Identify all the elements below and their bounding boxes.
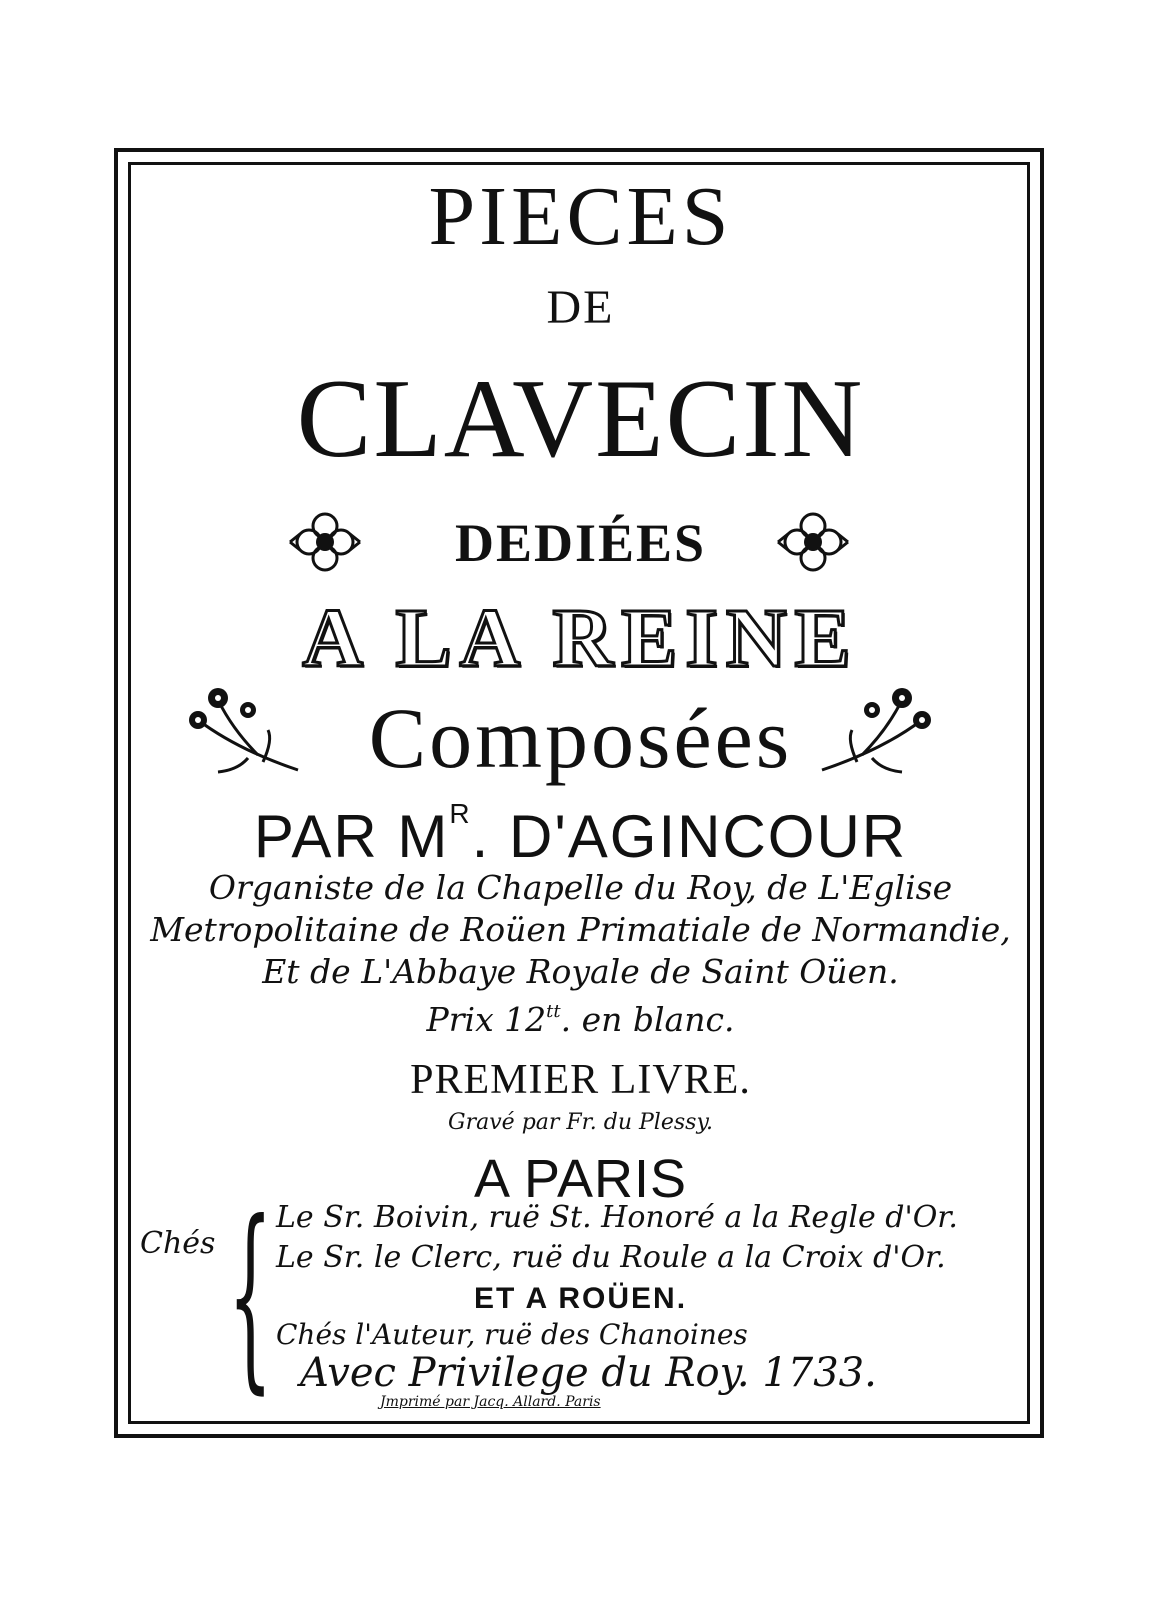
rosette-flower-icon [776,512,850,572]
price-line [0,1000,1161,1039]
book-title: PREMIER LIVRE. [410,1057,751,1103]
printer-credit: Jmprimé par Jacq. Allard. Paris [380,1394,601,1410]
title-composees: Composées [368,690,793,786]
title-dediees: DEDIÉES [454,513,707,573]
composer-prefix: PAR M [253,803,450,870]
flower-spray-icon [178,680,308,780]
price-superscript: tt [546,1001,561,1022]
title-a-la-reine: A LA REINE [302,592,859,685]
composer-line [0,798,1161,871]
brace-icon: { [228,1179,273,1412]
title-clavecin: CLAVECIN [296,357,865,481]
title-de: DE [546,281,615,334]
price-prefix: Prix 12 [426,1000,547,1039]
flower-spray-icon [812,680,942,780]
engraver-credit: Gravé par Fr. du Plessy. [448,1110,713,1135]
rosette-flower-icon [288,512,362,572]
price-suffix: . en blanc. [560,1000,735,1039]
composer-name: . D'AGINCOUR [471,803,908,870]
ches-label: Chés [140,1226,216,1261]
role-line-1: Organiste de la Chapelle du Roy, de L'Eglise [208,868,953,907]
address-boivin: Le Sr. Boivin, ruë St. Honoré a la Regle d'Or. [276,1200,958,1235]
composer-superscript: R [449,798,472,829]
role-line-3: Et de L'Abbaye Royale de Saint Oüen. [262,952,899,991]
privilege-line: Avec Privilege du Roy. 1733. [300,1350,877,1396]
role-line-2: Metropolitaine de Roüen Primatiale de Normandie, [150,910,1011,949]
address-le-clerc: Le Sr. le Clerc, ruë du Roule a la Croix d'Or. [276,1240,946,1275]
title-pieces: PIECES [428,170,733,263]
city-rouen: ET A ROÜEN. [473,1282,688,1315]
address-author: Chés l'Auteur, ruë des Chanoines [276,1318,748,1351]
city-paris: A PARIS [473,1149,688,1209]
